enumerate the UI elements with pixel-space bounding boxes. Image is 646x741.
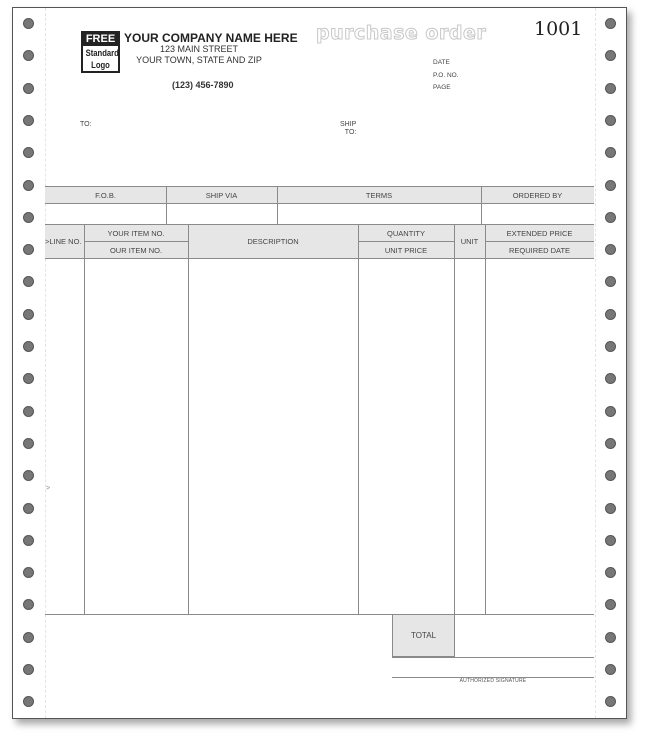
- tractor-hole-icon: [23, 180, 34, 191]
- rule: [485, 224, 486, 614]
- tractor-hole-icon: [605, 212, 616, 223]
- tractor-hole-icon: [23, 567, 34, 578]
- rule: [45, 203, 594, 204]
- to-label: TO:: [80, 121, 92, 128]
- tractor-hole-icon: [23, 83, 34, 94]
- company-address: [124, 44, 274, 66]
- tractor-hole-icon: [23, 309, 34, 320]
- tractor-hole-icon: [605, 309, 616, 320]
- rule: [392, 657, 594, 658]
- tractor-hole-icon: [605, 696, 616, 707]
- company-logo: [81, 31, 120, 73]
- tractor-hole-icon: [23, 632, 34, 643]
- tractor-hole-icon: [23, 599, 34, 610]
- description-header: DESCRIPTION: [247, 237, 299, 246]
- page-label: PAGE: [433, 84, 451, 91]
- rule: [84, 224, 85, 614]
- tractor-hole-icon: [23, 535, 34, 546]
- ship-via-header: SHIP VIA: [205, 190, 238, 200]
- purchase-order-form: [12, 7, 627, 719]
- extended-price-header: EXTENDED PRICE: [506, 228, 573, 238]
- unit-price-header: UNIT PRICE: [384, 245, 428, 255]
- tractor-hole-icon: [605, 50, 616, 61]
- company-city: YOUR TOWN, STATE AND ZIP: [136, 55, 262, 65]
- date-label: DATE: [433, 59, 450, 66]
- rule: [454, 224, 455, 657]
- tractor-hole-icon: [605, 438, 616, 449]
- tractor-hole-icon: [605, 341, 616, 352]
- company-phone: (123) 456-7890: [172, 80, 234, 90]
- company-name: YOUR COMPANY NAME HERE: [124, 31, 298, 45]
- fob-header: F.O.B.: [95, 190, 116, 200]
- tractor-hole-icon: [605, 83, 616, 94]
- po-no-label: P.O. NO.: [433, 71, 459, 79]
- tractor-hole-icon: [605, 373, 616, 384]
- required-date-header: REQUIRED DATE: [508, 245, 571, 255]
- signature-label: AUTHORIZED SIGNATURE: [459, 678, 527, 684]
- tractor-hole-icon: [23, 470, 34, 481]
- tractor-hole-icon: [605, 276, 616, 287]
- tractor-hole-icon: [23, 18, 34, 29]
- tractor-hole-icon: [23, 50, 34, 61]
- tractor-hole-icon: [23, 147, 34, 158]
- your-item-no-header: YOUR ITEM NO.: [107, 228, 165, 238]
- right-tear-line: [595, 8, 596, 718]
- tractor-hole-icon: [605, 115, 616, 126]
- logo-text: Standard Logo: [85, 48, 119, 70]
- tractor-hole-icon: [605, 18, 616, 29]
- tractor-hole-icon: [23, 406, 34, 417]
- tractor-hole-icon: [605, 664, 616, 675]
- tractor-hole-icon: [605, 535, 616, 546]
- terms-header: TERMS: [365, 190, 393, 200]
- rule: [45, 258, 594, 259]
- meta-fields: [433, 57, 459, 95]
- total-label: TOTAL: [392, 614, 454, 657]
- rule: [358, 224, 359, 614]
- line-no-header: > LINE NO.: [45, 237, 82, 246]
- rule: [45, 614, 594, 615]
- ordered-by-header: ORDERED BY: [512, 190, 563, 200]
- tractor-hole-icon: [23, 438, 34, 449]
- form-title: purchase order: [316, 22, 487, 44]
- our-item-no-header: OUR ITEM NO.: [109, 245, 163, 255]
- tractor-hole-icon: [605, 567, 616, 578]
- ship-to-label: SHIP TO:: [340, 121, 357, 136]
- tractor-hole-icon: [605, 244, 616, 255]
- tractor-hole-icon: [605, 406, 616, 417]
- tractor-hole-icon: [605, 180, 616, 191]
- tractor-hole-icon: [23, 244, 34, 255]
- tractor-hole-icon: [23, 115, 34, 126]
- tractor-hole-icon: [605, 599, 616, 610]
- alignment-marker: >: [46, 485, 51, 492]
- tractor-hole-icon: [605, 503, 616, 514]
- po-number: 1001: [534, 18, 583, 40]
- tractor-hole-icon: [23, 212, 34, 223]
- quantity-header: QUANTITY: [387, 228, 425, 238]
- logo-free-badge: FREE: [83, 33, 118, 46]
- unit-header: UNIT: [460, 237, 479, 246]
- tractor-hole-icon: [23, 276, 34, 287]
- tractor-hole-icon: [605, 632, 616, 643]
- tractor-hole-icon: [23, 664, 34, 675]
- tractor-hole-icon: [605, 147, 616, 158]
- left-tear-line: [45, 8, 46, 718]
- company-street: 123 MAIN STREET: [159, 44, 239, 54]
- tractor-hole-icon: [23, 373, 34, 384]
- tractor-hole-icon: [23, 503, 34, 514]
- tractor-hole-icon: [605, 470, 616, 481]
- tractor-hole-icon: [23, 696, 34, 707]
- tractor-hole-icon: [23, 341, 34, 352]
- rule: [188, 224, 189, 614]
